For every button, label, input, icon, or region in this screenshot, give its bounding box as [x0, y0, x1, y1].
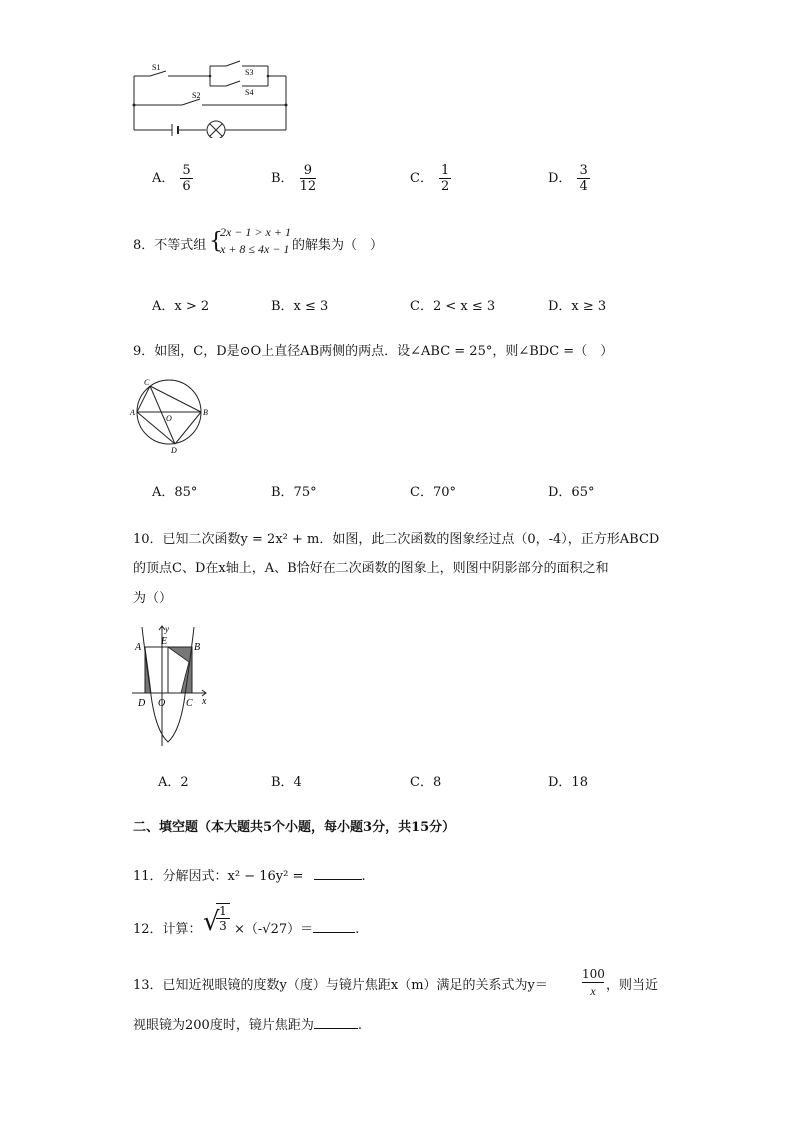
point-d-label: D: [138, 698, 146, 709]
circle-diagram: [128, 378, 210, 456]
parabola-diagram: [130, 622, 210, 748]
point-a-label: A: [130, 408, 135, 417]
switch-s3-label: S3: [245, 68, 254, 77]
q9-option-c[interactable]: C．70°: [410, 485, 456, 500]
q7-option-b[interactable]: B． $\frac{9}{12}$: [271, 163, 317, 194]
point-c-label: C: [186, 698, 193, 709]
question-13-line-2: 视眼镜为200度时，镜片焦距为 .: [133, 1018, 362, 1033]
q8-suffix: 的解集为（ ）: [292, 238, 384, 253]
question-11: 11．分解因式：x² − 16y² = .: [133, 869, 366, 884]
question-10-line-1: 10．已知二次函数y = 2x² + m．如图，此二次函数的图象经过点（0，-4），正方形ABCD: [133, 532, 660, 547]
point-b-label: B: [203, 408, 208, 417]
sqrt-sign: √: [203, 907, 220, 937]
q7-option-a[interactable]: A． $\frac{5}{6}$: [152, 163, 191, 194]
point-a-label: A: [135, 642, 142, 653]
point-c-label: C: [144, 378, 150, 387]
switch-s2-label: S2: [192, 91, 201, 100]
switch-s1-label: S1: [152, 63, 161, 72]
question-8: 8．不等式组: [133, 238, 207, 253]
question-12: 12．计算：: [133, 922, 202, 937]
q13-fraction: 100 x: [582, 967, 605, 998]
q8-option-d[interactable]: D．x ≥ 3: [548, 299, 607, 314]
q8-option-b[interactable]: B．x ≤ 3: [271, 299, 329, 314]
section-heading: 二、填空题（本大题共5个小题，每小题3分，共15分）: [133, 820, 456, 835]
q9-option-b[interactable]: B．75°: [271, 485, 317, 500]
q13-line-1-end: ，则当近: [606, 978, 659, 993]
question-9: 9．如图，C，D是⊙O上直径AB两侧的两点．设∠ABC = 25°，则∠BDC =（ ）: [133, 344, 614, 359]
question-10-line-2: 的顶点C、D在x轴上，A、B恰好在二次函数的图象上，则图中阴影部分的面积之和: [133, 561, 609, 576]
q8-brace: {: [209, 229, 223, 254]
q10-option-a[interactable]: A．2: [158, 775, 189, 790]
question-13-line-1: 13．已知近视眼镜的度数y（度）与镜片焦距x（m）满足的关系式为y＝: [133, 978, 548, 993]
q10-option-c[interactable]: C．8: [410, 775, 442, 790]
point-e-label: E: [161, 636, 168, 647]
x-axis-label: x: [202, 696, 207, 707]
q12-answer-blank[interactable]: [313, 920, 355, 933]
point-d-label: D: [171, 446, 177, 455]
q10-option-b[interactable]: B．4: [271, 775, 302, 790]
q8-option-c[interactable]: C．2 < x ≤ 3: [410, 299, 496, 314]
question-10-line-3: 为（）: [133, 591, 173, 606]
q11-answer-blank[interactable]: [314, 867, 362, 880]
q13-answer-blank[interactable]: [314, 1016, 358, 1029]
point-o-label: O: [166, 414, 172, 423]
q12-rest: ×（-√27）＝ .: [234, 922, 360, 937]
point-b-label: B: [194, 642, 201, 653]
y-axis-label: y: [165, 624, 169, 634]
switch-s4-label: S4: [245, 88, 254, 97]
origin-label: O: [158, 698, 166, 709]
circuit-diagram: [128, 58, 294, 138]
q8-system: 2x − 1 > x + 1 x + 8 ≤ 4x − 1: [220, 225, 291, 256]
q7-option-d[interactable]: D． $\frac{3}{4}$: [548, 163, 588, 194]
q8-option-a[interactable]: A．x > 2: [152, 299, 210, 314]
q10-option-d[interactable]: D．18: [548, 775, 588, 790]
q9-option-d[interactable]: D．65°: [548, 485, 595, 500]
q7-option-c[interactable]: C． $\frac{1}{2}$: [410, 163, 450, 194]
q9-option-a[interactable]: A．85°: [152, 485, 198, 500]
q12-fraction: 1 3: [216, 903, 230, 933]
